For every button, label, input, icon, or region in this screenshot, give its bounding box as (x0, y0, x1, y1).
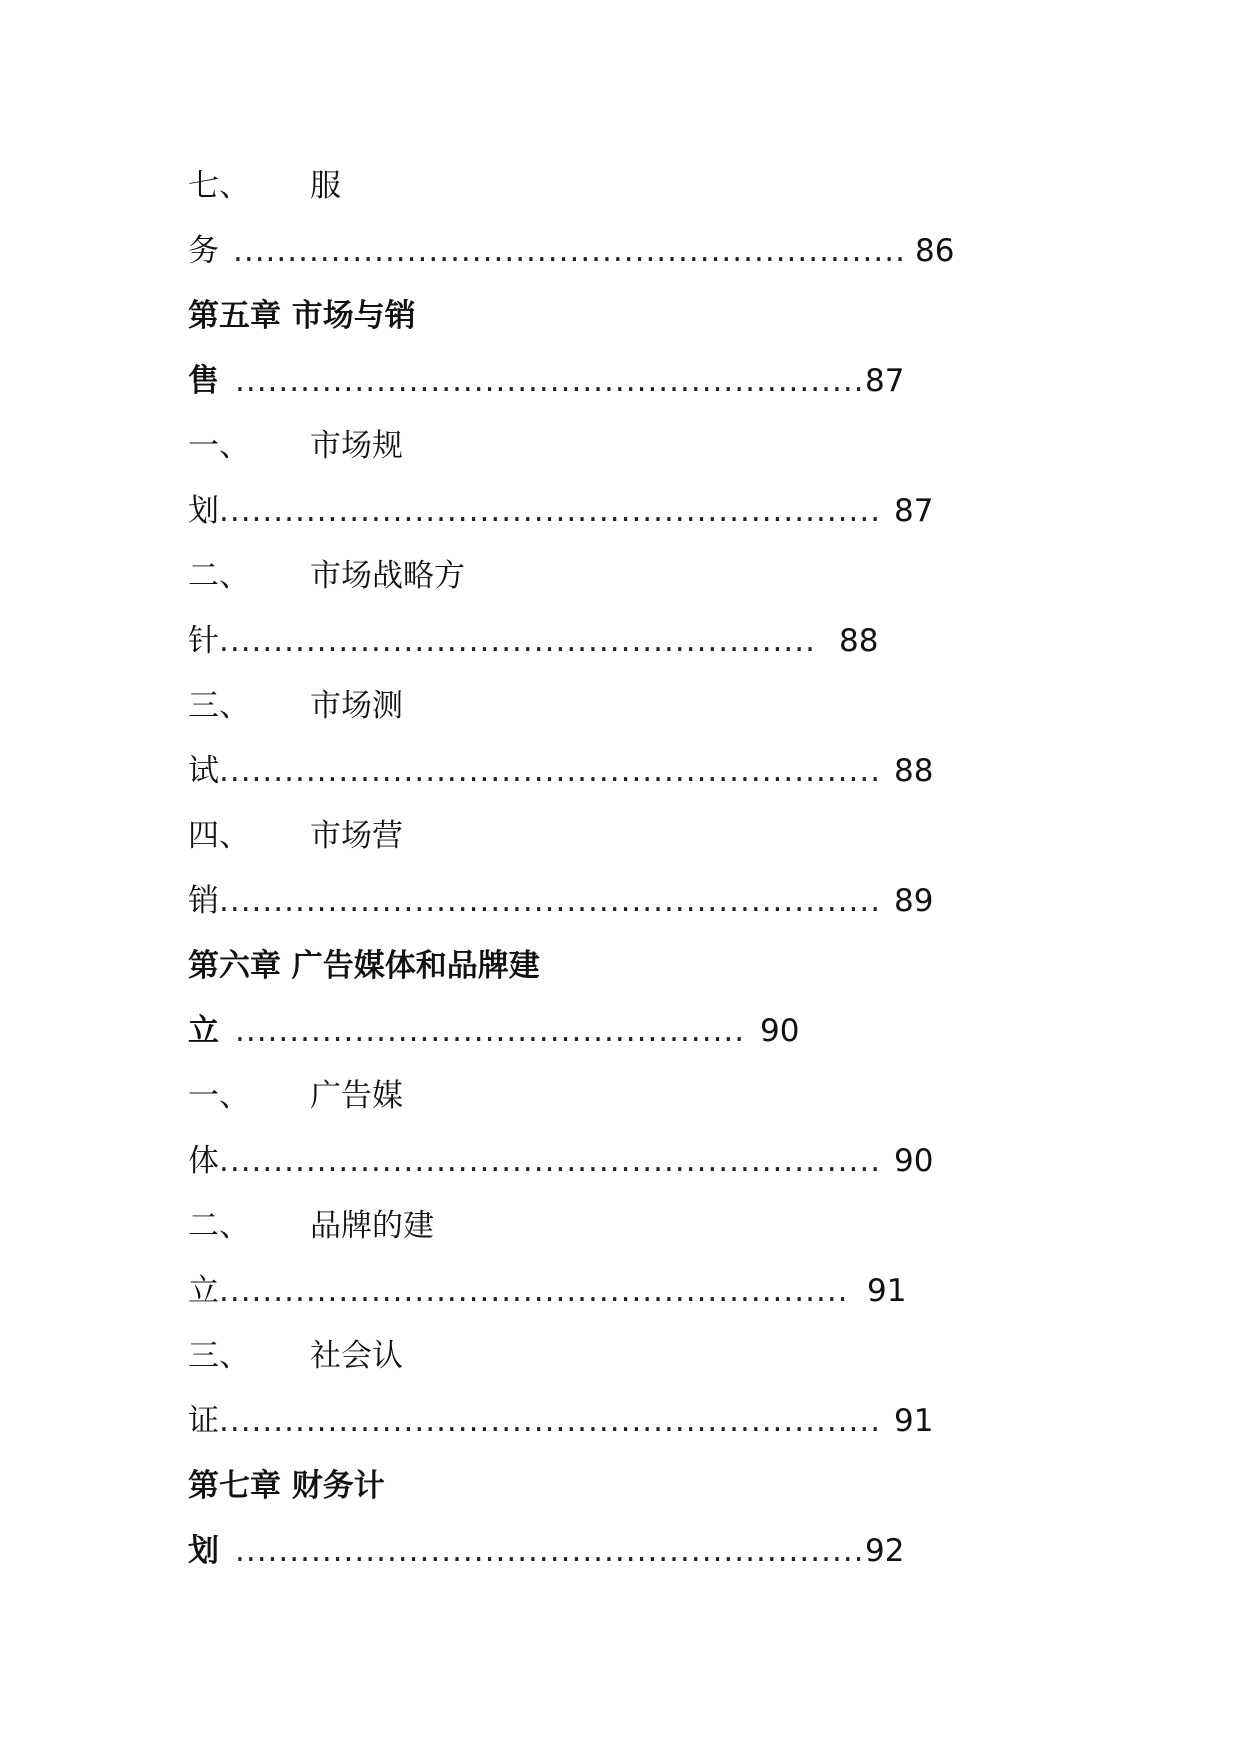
dot-leader: ............................................................. (219, 1403, 882, 1439)
toc-title-tail: 针 (188, 623, 219, 659)
toc-line (188, 1269, 906, 1313)
toc-line (188, 229, 954, 273)
toc-line (188, 554, 465, 598)
toc-line (188, 424, 403, 468)
toc-title-tail: 销 (188, 883, 219, 919)
toc-number: 四、 (188, 818, 250, 854)
toc-line (188, 164, 341, 208)
page-number: 92 (865, 1533, 905, 1569)
toc-line (188, 359, 904, 403)
toc-line (188, 684, 403, 728)
toc-line (188, 814, 403, 858)
toc-line (188, 1204, 434, 1248)
chapter-heading: 第六章 广告媒体和品牌建 (188, 948, 540, 984)
toc-number: 一、 (188, 1078, 250, 1114)
toc-line (188, 619, 878, 663)
toc-line (188, 1139, 933, 1183)
toc-number: 二、 (188, 1208, 250, 1244)
page-number: 87 (894, 493, 934, 529)
toc-number: 七、 (188, 168, 250, 204)
dot-leader: ....................................................... (219, 623, 816, 659)
toc-title-tail: 划 (188, 1533, 219, 1569)
toc-title-tail: 立 (188, 1013, 219, 1049)
toc-title-tail: 立 (188, 1273, 219, 1309)
toc-line (188, 1334, 403, 1378)
toc-title: 市场规 (310, 428, 403, 464)
dot-leader: .............................................................. (233, 233, 906, 269)
toc-title-tail: 售 (188, 363, 219, 399)
toc-line (188, 1074, 403, 1118)
dot-leader: .......................................................... (235, 1533, 865, 1569)
page-number: 88 (839, 623, 879, 659)
dot-leader: ............................................................. (219, 883, 882, 919)
page-number: 90 (760, 1013, 800, 1049)
page-number: 89 (894, 883, 934, 919)
chapter-heading: 第五章 市场与销 (188, 298, 416, 334)
toc-title: 服 (310, 168, 341, 204)
toc-title-tail: 证 (188, 1403, 219, 1439)
toc-title: 市场营 (310, 818, 403, 854)
page-number: 88 (894, 753, 934, 789)
toc-title: 市场战略方 (310, 558, 465, 594)
toc-number: 一、 (188, 428, 250, 464)
dot-leader: ............................................................. (219, 753, 882, 789)
toc-title: 市场测 (310, 688, 403, 724)
page-number: 86 (915, 233, 955, 269)
page-number: 91 (867, 1273, 907, 1309)
chapter-heading: 第七章 财务计 (188, 1468, 385, 1504)
dot-leader: ............................................... (235, 1013, 746, 1049)
toc-line (188, 1399, 933, 1443)
dot-leader: .......................................................... (235, 363, 865, 399)
toc-line (188, 1009, 799, 1053)
dot-leader: .......................................................... (219, 1273, 849, 1309)
toc-line (188, 879, 933, 923)
dot-leader: ............................................................. (219, 1143, 882, 1179)
page-number: 91 (894, 1403, 934, 1439)
toc-number: 三、 (188, 688, 250, 724)
toc-title-tail: 划 (188, 493, 219, 529)
toc-title: 社会认 (310, 1338, 403, 1374)
toc-title: 品牌的建 (310, 1208, 434, 1244)
toc-number: 二、 (188, 558, 250, 594)
dot-leader: ............................................................. (219, 493, 882, 529)
toc-line (188, 749, 933, 793)
toc-title-tail: 试 (188, 753, 219, 789)
toc-title-tail: 务 (188, 233, 219, 269)
toc-line (188, 489, 933, 533)
toc-title: 广告媒 (310, 1078, 403, 1114)
toc-title-tail: 体 (188, 1143, 219, 1179)
page-number: 87 (865, 363, 905, 399)
page-number: 90 (894, 1143, 934, 1179)
toc-number: 三、 (188, 1338, 250, 1374)
toc-line (188, 1529, 904, 1573)
